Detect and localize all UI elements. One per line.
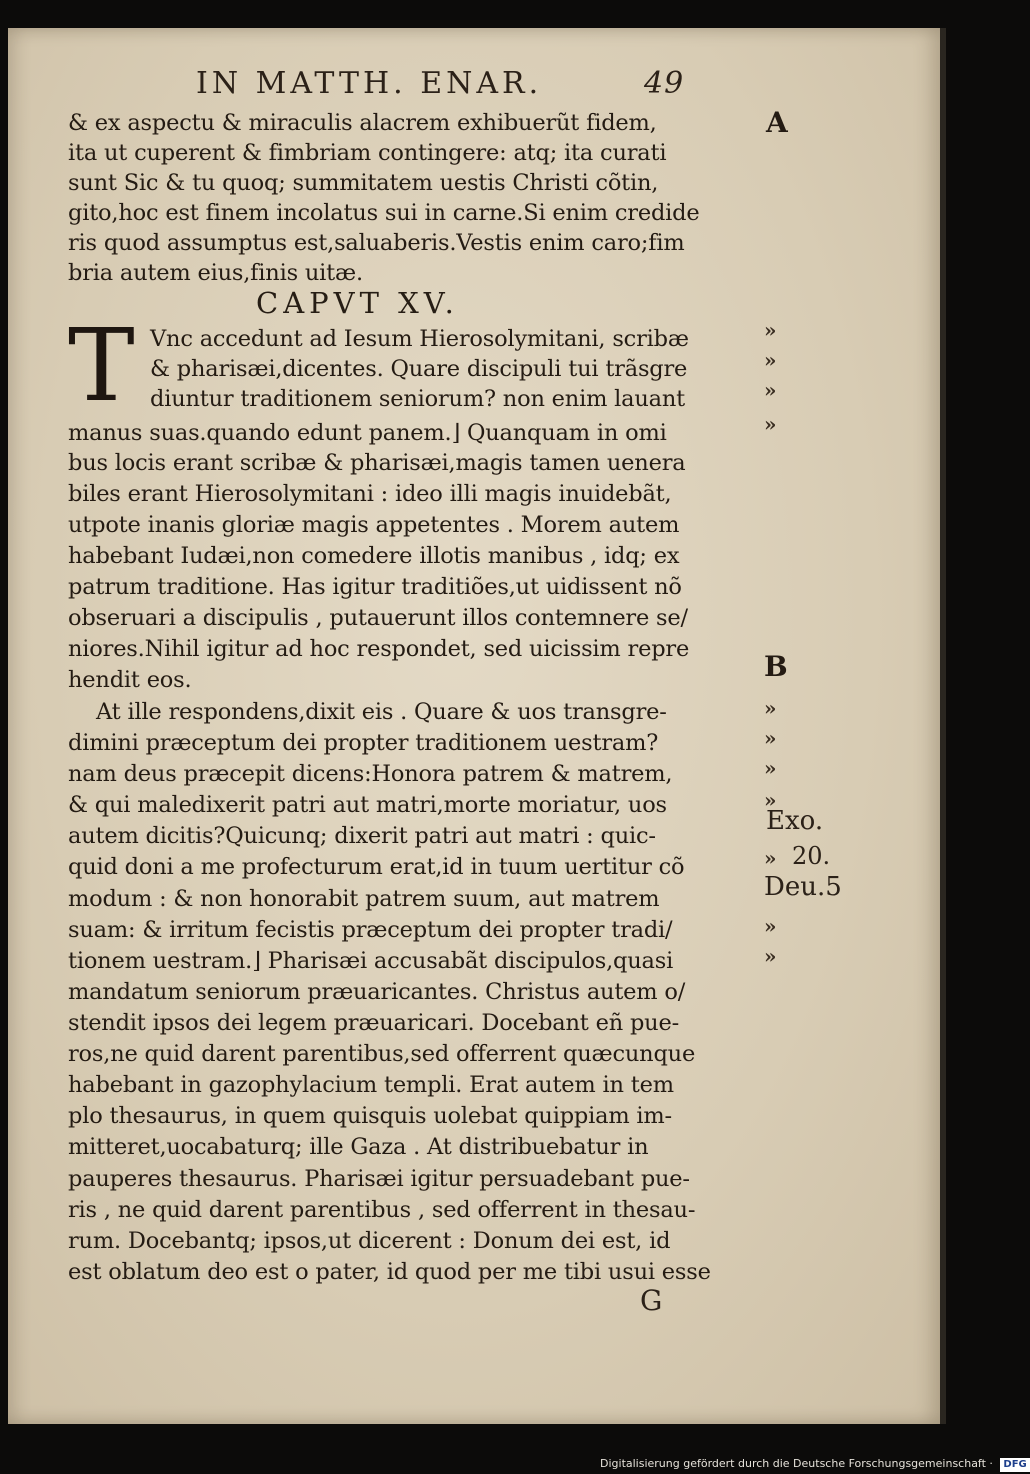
margin-quote-mark: » — [764, 696, 775, 720]
margin-quote-mark: » — [764, 914, 775, 938]
text-line: habebant Iudæi,non comedere illotis manibus , idq; ex — [68, 543, 680, 569]
text-line: & ex aspectu & miraculis alacrem exhibuerũt fidem, — [68, 110, 657, 136]
margin-quote-mark: » — [764, 726, 775, 750]
text-line: modum : & non honorabit patrem suum, aut matrem — [68, 886, 660, 912]
margin-quote-mark: » — [764, 348, 775, 372]
digitization-footer — [600, 1454, 1027, 1474]
text-line: niores.Nihil igitur ad hoc respondet, sed uicissim repre — [68, 636, 690, 662]
text-line: mitteret,uocabaturq; ille Gaza . At distribuebatur in — [68, 1134, 649, 1160]
text-line: ros,ne quid darent parentibus,sed offerrent quæcunque — [68, 1041, 696, 1067]
margin-ref-exodus: Exo. — [766, 806, 824, 836]
margin-ref-chapter: 20. — [792, 842, 831, 870]
margin-ref-deuteronomy: Deu.5 — [764, 872, 842, 902]
margin-section-b: B — [764, 650, 788, 683]
text-line: manus suas.quando edunt panem.⌋ Quanquam in omi — [68, 420, 667, 446]
text-line: diuntur traditionem seniorum? non enim lauant — [150, 386, 686, 412]
text-line: Vnc accedunt ad Iesum Hierosolymitani, scribæ — [150, 326, 689, 352]
text-line: hendit eos. — [68, 667, 192, 693]
margin-section-a: A — [766, 106, 788, 139]
text-line: bria autem eius,finis uitæ. — [68, 260, 363, 286]
text-line: obseruari a discipulis , putauerunt illos contemnere se/ — [68, 605, 688, 631]
text-line: mandatum seniorum præuaricantes. Christus autem o/ — [68, 979, 686, 1005]
text-line: suam: & irritum fecistis præceptum dei propter tradi/ — [68, 917, 673, 943]
text-line: biles erant Hierosolymitani : ideo illi magis inuidebãt, — [68, 481, 672, 507]
text-line: dimini præceptum dei propter traditionem uestram? — [68, 730, 659, 756]
initial-letter: T — [68, 307, 135, 424]
text-line: plo thesaurus, in quem quisquis uolebat quippiam im- — [68, 1103, 672, 1129]
margin-quote-mark: » — [764, 944, 775, 968]
text-line: autem dicitis?Quicunq; dixerit patri aut matri : quic- — [68, 823, 656, 849]
text-line: gito,hoc est finem incolatus sui in carne.Si enim credide — [68, 200, 700, 226]
text-line: habebant in gazophylacium templi. Erat autem in tem — [68, 1072, 674, 1098]
book-gutter — [940, 28, 946, 1424]
footer-credit: Digitalisierung gefördert durch die Deutsche Forschungsgemeinschaft · — [600, 1457, 993, 1470]
text-line: ita ut cuperent & fimbriam contingere: atq; ita curati — [68, 140, 667, 166]
text-line: est oblatum deo est o pater, id quod per me tibi usui esse — [68, 1259, 711, 1285]
chapter-heading: CAPVT XV. — [256, 286, 459, 320]
text-line: & qui maledixerit patri aut matri,morte moriatur, uos — [68, 792, 667, 818]
margin-quote-mark: » — [764, 788, 775, 812]
text-line: rum. Docebantq; ipsos,ut dicerent : Donum dei est, id — [68, 1228, 671, 1254]
folio-number: 49 — [644, 66, 685, 101]
text-line: & pharisæi,dicentes. Quare discipuli tui trãsgre — [150, 356, 688, 382]
margin-quote-mark: » — [764, 412, 775, 436]
dfg-logo: DFG — [1000, 1458, 1029, 1472]
text-line: patrum traditione. Has igitur traditiões,ut uidissent nõ — [68, 574, 682, 600]
text-line: stendit ipsos dei legem præuaricari. Docebant eñ pue- — [68, 1010, 679, 1036]
text-line: quid doni a me profecturum erat,id in tuum uertitur cõ — [68, 854, 685, 880]
text-line: tionem uestram.⌋ Pharisæi accusabãt discipulos,quasi — [68, 948, 674, 974]
text-line: sunt Sic & tu quoq; summitatem uestis Christi cõtin, — [68, 170, 659, 196]
text-line: At ille respondens,dixit eis . Quare & uos transgre- — [96, 699, 667, 725]
text-line: ris quod assumptus est,saluaberis.Vestis enim caro;fim — [68, 230, 685, 256]
page-header — [196, 66, 716, 110]
text-line: bus locis erant scribæ & pharisæi,magis tamen uenera — [68, 450, 686, 476]
running-title: IN MATTH. ENAR. — [196, 66, 543, 101]
text-line: pauperes thesaurus. Pharisæi igitur persuadebant pue- — [68, 1166, 690, 1192]
margin-quote-mark: » — [764, 756, 775, 780]
text-line: ris , ne quid darent parentibus , sed offerrent in thesau- — [68, 1197, 696, 1223]
margin-quote-mark: » — [764, 318, 775, 342]
signature-mark: G — [640, 1284, 663, 1317]
text-line: nam deus præcepit dicens:Honora patrem & matrem, — [68, 761, 673, 787]
margin-quote-mark: » — [764, 378, 775, 402]
text-line: utpote inanis gloriæ magis appetentes . Morem autem — [68, 512, 680, 538]
margin-quote-mark: » — [764, 846, 775, 870]
